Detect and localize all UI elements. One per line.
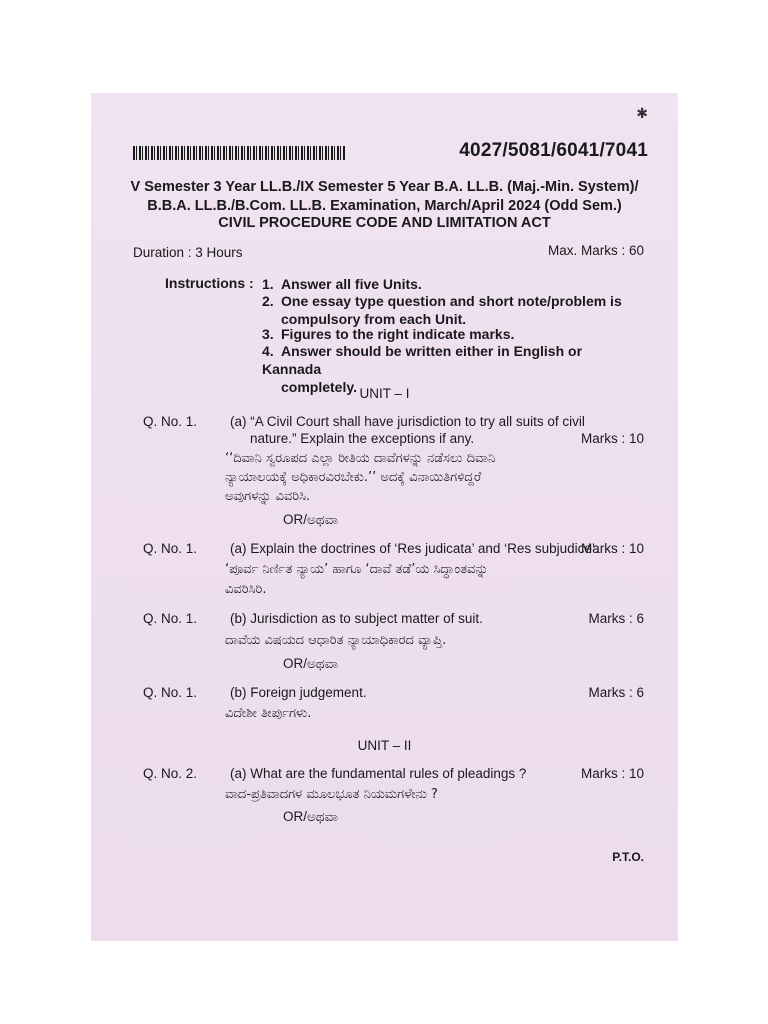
question-marks: Marks : 10 — [580, 541, 644, 556]
or-separator: OR/ಅಥವಾ — [283, 656, 339, 671]
question-1a-alt — [143, 541, 599, 556]
unit-1-heading: UNIT – I — [359, 386, 410, 401]
question-number: Q. No. 1. — [143, 611, 198, 626]
instruction-2 — [262, 292, 632, 328]
instruction-text-cont: completely. — [281, 379, 357, 395]
question-text: (b) Jurisdiction as to subject matter of suit. — [230, 611, 483, 626]
question-text: (b) Foreign judgement. — [230, 685, 367, 700]
question-text-kannada: ವಿವರಿಸಿರಿ. — [225, 582, 267, 597]
question-number: Q. No. 1. — [143, 414, 198, 429]
corner-mark: ✱ — [636, 105, 648, 121]
question-marks: Marks : 10 — [580, 766, 644, 781]
question-1a — [143, 414, 585, 429]
question-2a — [143, 766, 526, 781]
question-number: Q. No. 1. — [143, 685, 198, 700]
question-1b-alt — [143, 685, 367, 700]
instruction-number: 1. — [262, 276, 274, 292]
question-text-kannada: ‘‘ದಿವಾನಿ ಸ್ವರೂಪದ ಎಲ್ಲಾ ರೀತಿಯ ದಾವೆಗಳನ್ನು ನಡೆಸಲು ದಿವಾನಿ — [225, 451, 496, 466]
or-separator: OR/ಅಥವಾ — [283, 512, 339, 527]
question-text: (a) What are the fundamental rules of pleadings ? — [230, 766, 527, 781]
pto-label: P.T.O. — [612, 850, 644, 864]
instruction-text: Answer should be written either in English or Kannada — [262, 343, 583, 377]
question-marks: Marks : 6 — [588, 685, 644, 700]
instructions-label: Instructions : — [165, 275, 254, 291]
exam-paper — [91, 93, 678, 941]
bleed-through-text — [321, 255, 324, 267]
instruction-text-cont: compulsory from each Unit. — [281, 311, 467, 327]
question-number: Q. No. 1. — [143, 541, 198, 556]
duration: Duration : 3 Hours — [133, 245, 243, 260]
question-text-kannada: ವಾದ-ಪ್ರತಿವಾದಗಳ ಮೂಲಭೂತ ನಿಯಮಗಳೇನು ? — [225, 787, 438, 802]
question-marks: Marks : 10 — [580, 431, 644, 446]
question-text: (a) “A Civil Court shall have jurisdiction to try all suits of civil — [230, 414, 585, 429]
max-marks: Max. Marks : 60 — [547, 243, 644, 258]
or-separator: OR/ಅಥವಾ — [283, 809, 339, 824]
instruction-text: Figures to the right indicate marks. — [281, 326, 515, 342]
instruction-text: Answer all five Units. — [281, 276, 422, 292]
exam-title: CIVIL PROCEDURE CODE AND LIMITATION ACT — [218, 215, 551, 231]
question-number: Q. No. 2. — [143, 766, 198, 781]
question-text: (a) Explain the doctrines of ‘Res judicata’ and ‘Res subjudice’. — [230, 541, 599, 556]
question-text-kannada: ದಾವೆಯ ವಿಷಯದ ಆಧಾರಿತ ನ್ಯಾಯಾಧಿಕಾರದ ವ್ಯಾಪ್ತಿ. — [225, 633, 447, 648]
question-text-kannada: ನ್ಯಾಯಾಲಯಕ್ಕೆ ಅಧಿಕಾರವಿರಬೇಕು.’’ ಅದಕ್ಕೆ ವಿನಾಯಿತಿಗಳಿದ್ದರೆ — [225, 470, 482, 485]
barcode — [133, 146, 345, 160]
question-text-kannada: ವಿದೇಶೀ ತೀರ್ಪುಗಳು. — [225, 706, 312, 721]
header-line-1: V Semester 3 Year LL.B./IX Semester 5 Year B.A. LL.B. (Maj.-Min. System)/ — [130, 179, 639, 195]
unit-2-heading: UNIT – II — [357, 738, 412, 753]
question-text-kannada: ಅವುಗಳನ್ನು ವಿವರಿಸಿ. — [225, 489, 311, 504]
instruction-1 — [262, 275, 632, 293]
instruction-number: 3. — [262, 326, 274, 342]
paper-code: 4027/5081/6041/7041 — [459, 140, 648, 161]
question-text-cont: nature.” Explain the exceptions if any. — [250, 431, 475, 446]
instruction-number: 4. — [262, 343, 274, 359]
header-line-2: B.B.A. LL.B./B.Com. LL.B. Examination, March/April 2024 (Odd Sem.) — [147, 198, 622, 214]
instruction-text: One essay type question and short note/problem is — [281, 293, 622, 309]
instruction-3 — [262, 325, 632, 343]
question-1b — [143, 611, 483, 626]
question-text-kannada: ‘ಪೂರ್ವ ನಿರ್ಣಿತ ನ್ಯಾಯ’ ಹಾಗೂ ‘ದಾವೆ ತಡೆ’ಯ ಸಿದ್ಧಾಂತವನ್ನು — [225, 562, 489, 577]
question-marks: Marks : 6 — [588, 611, 644, 626]
instruction-number: 2. — [262, 293, 274, 309]
